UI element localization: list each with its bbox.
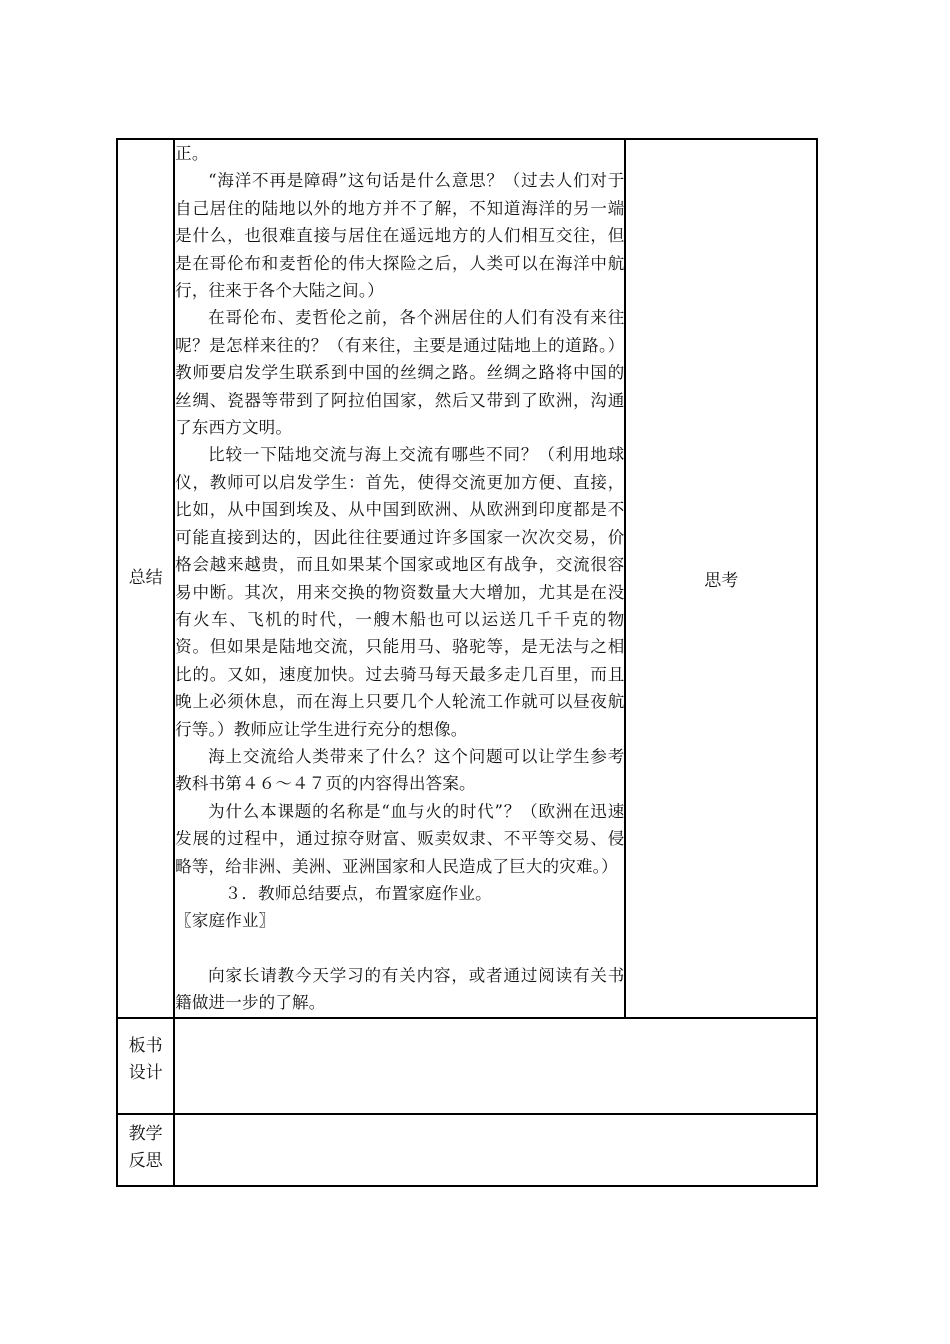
blank-line [175, 935, 624, 962]
paragraph-title-meaning: 为什么本课题的名称是“血与火的时代”？（欧洲在迅速发展的过程中，通过掠夺财富、贩卖奴隶、不平等交易、侵略等，给非洲、美洲、亚洲国家和人民造成了巨大的灾难。） [175, 801, 625, 876]
paragraph-continuation: 正。 [175, 144, 209, 163]
lesson-plan-table [116, 138, 818, 1187]
side-note: 思考 [625, 139, 817, 1018]
summary-content [174, 139, 625, 1018]
reflection-content [174, 1114, 817, 1186]
paragraph-ocean-question: “海洋不再是障碍”这句话是什么意思？（过去人们对于自己居住的陆地以外的地方并不了解，不知道海洋的另一端是什么，也很难直接与居住在遥远地方的人们相互交往，但是在哥伦布和麦哲伦的伟大探险之后，人类可以在海洋中航行，往来于各个大陆之间。） [175, 171, 625, 301]
paragraph-sea-benefits: 海上交流给人类带来了什么？这个问题可以让学生参考教科书第４６～４７页的内容得出答案。 [175, 746, 625, 794]
paragraph-silk-road: 在哥伦布、麦哲伦之前，各个洲居住的人们有没有来往呢？是怎样来往的？（有来往，主要是通过陆地上的道路。）教师要启发学生联系到中国的丝绸之路。丝绸之路将中国的丝绸、瓷器等带到了阿拉伯国家，然后又带到了欧洲，沟通了东西方文明。 [175, 308, 625, 438]
paragraph-teacher-summary: ３．教师总结要点，布置家庭作业。 [224, 883, 492, 903]
reflection-label [117, 1114, 174, 1186]
board-label-line2: 设计 [128, 1062, 163, 1083]
reflect-label-line2: 反思 [128, 1150, 163, 1171]
homework-text: 向家长请教今天学习的有关内容，或者通过阅读有关书籍做进一步的了解。 [175, 965, 625, 1013]
summary-label: 总结 [117, 139, 174, 1018]
board-design-row [117, 1018, 817, 1114]
homework-heading: 〖家庭作业〗 [175, 911, 276, 931]
board-design-content [174, 1018, 817, 1114]
reflection-row [117, 1114, 817, 1186]
board-design-label [117, 1018, 174, 1114]
paragraph-land-vs-sea: 比较一下陆地交流与海上交流有哪些不同？（利用地球仪，教师可以启发学生：首先，使得交流更加方便、直接，比如，从中国到埃及、从中国到欧洲、从欧洲到印度都是不可能直接到达的，因此往往要通过许多国家一次次交易，价格会越来越贵，而且如果某个国家或地区有战争，交流很容易中断。其次，用来交换的物资数量大大增加，尤其是在没有火车、飞机的时代，一艘木船也可以运送几千千克的物资。但如果是陆地交流，只能用马、骆驼等，是无法与之相比的。又如，速度加快。过去骑马每天最多走几百里，而且晚上必须休息，而在海上只要几个人轮流工作就可以昼夜航行等。）教师应让学生进行充分的想像。 [175, 445, 625, 739]
reflect-label-line1: 教学 [128, 1123, 163, 1144]
summary-row [117, 139, 817, 1018]
board-label-line1: 板书 [128, 1035, 163, 1056]
